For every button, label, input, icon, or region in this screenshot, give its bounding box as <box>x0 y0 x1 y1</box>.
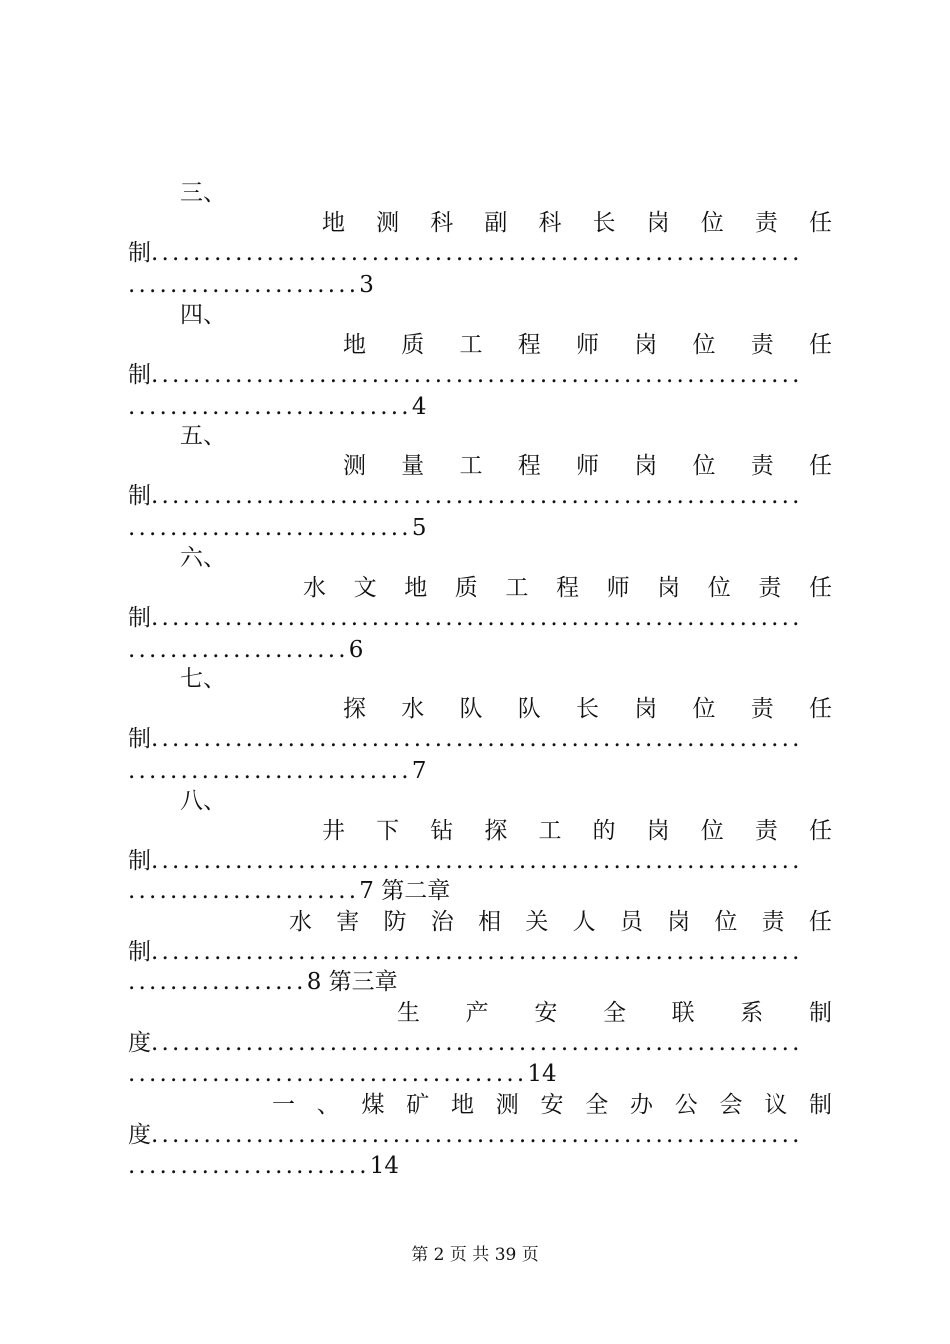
toc-leader-line: 度.............................................................. <box>128 1122 803 1148</box>
toc-page-number: 3 <box>359 272 374 298</box>
toc-leader-line: ...........................4 <box>128 394 427 420</box>
toc-page-number: 14 <box>527 1061 557 1087</box>
toc-leader-line: 制.............................................................. <box>128 848 803 874</box>
toc-leader-line: ......................7 第二章 <box>128 878 451 904</box>
chapter-heading: 第二章 <box>381 878 451 904</box>
toc-page-number: 14 <box>369 1153 400 1179</box>
toc-leader-line: 度.............................................................. <box>128 1030 803 1056</box>
toc-number: 三、 <box>180 180 226 206</box>
page-footer: 第 2 页 共 39 页 <box>411 1245 539 1265</box>
toc-title: 一 、 煤 矿 地 测 安 全 办 公 会 议 制 <box>272 1092 832 1118</box>
chapter-heading: 第三章 <box>328 969 398 995</box>
toc-leader-line: 制.............................................................. <box>128 605 803 631</box>
toc-title: 水 文 地 质 工 程 师 岗 位 责 任 <box>303 575 832 601</box>
toc-leader-line: 制.............................................................. <box>128 362 803 388</box>
toc-leader-line: ......................3 <box>128 272 374 298</box>
toc-number: 七、 <box>180 666 226 692</box>
toc-page-number: 6 <box>348 637 364 663</box>
toc-title: 生 产 安 全 联 系 制 <box>397 1000 832 1026</box>
toc-page-number: 7 <box>411 758 427 784</box>
toc-leader-line: ...........................7 <box>128 758 427 784</box>
toc-page-number: 7 <box>359 878 374 904</box>
toc-number: 六、 <box>180 545 226 571</box>
toc-number: 五、 <box>180 423 226 449</box>
toc-page-number: 8 <box>306 969 322 995</box>
toc-leader-line: 制.............................................................. <box>128 240 803 266</box>
toc-number: 四、 <box>180 302 226 328</box>
toc-leader-line: .................8 第三章 <box>128 969 398 995</box>
toc-leader-line: 制.............................................................. <box>128 483 803 509</box>
toc-number: 八、 <box>180 788 226 814</box>
toc-leader-line: ......................................14 <box>128 1061 557 1087</box>
toc-page-number: 5 <box>411 515 427 541</box>
toc-title: 水 害 防 治 相 关 人 员 岗 位 责 任 <box>289 909 832 935</box>
toc-leader-line: 制.............................................................. <box>128 726 803 752</box>
toc-page-number: 4 <box>411 394 427 420</box>
toc-title: 井 下 钻 探 工 的 岗 位 责 任 <box>322 818 832 844</box>
toc-title: 探 水 队 队 长 岗 位 责 任 <box>343 696 832 722</box>
toc-leader-line: 制.............................................................. <box>128 939 803 965</box>
toc-title: 地 质 工 程 师 岗 位 责 任 <box>343 332 832 358</box>
toc-leader-line: ...........................5 <box>128 515 427 541</box>
toc-leader-line: .....................6 <box>128 637 364 663</box>
toc-leader-line: .......................14 <box>128 1153 400 1179</box>
toc-title: 地 测 科 副 科 长 岗 位 责 任 <box>322 210 832 236</box>
toc-title: 测 量 工 程 师 岗 位 责 任 <box>343 453 832 479</box>
